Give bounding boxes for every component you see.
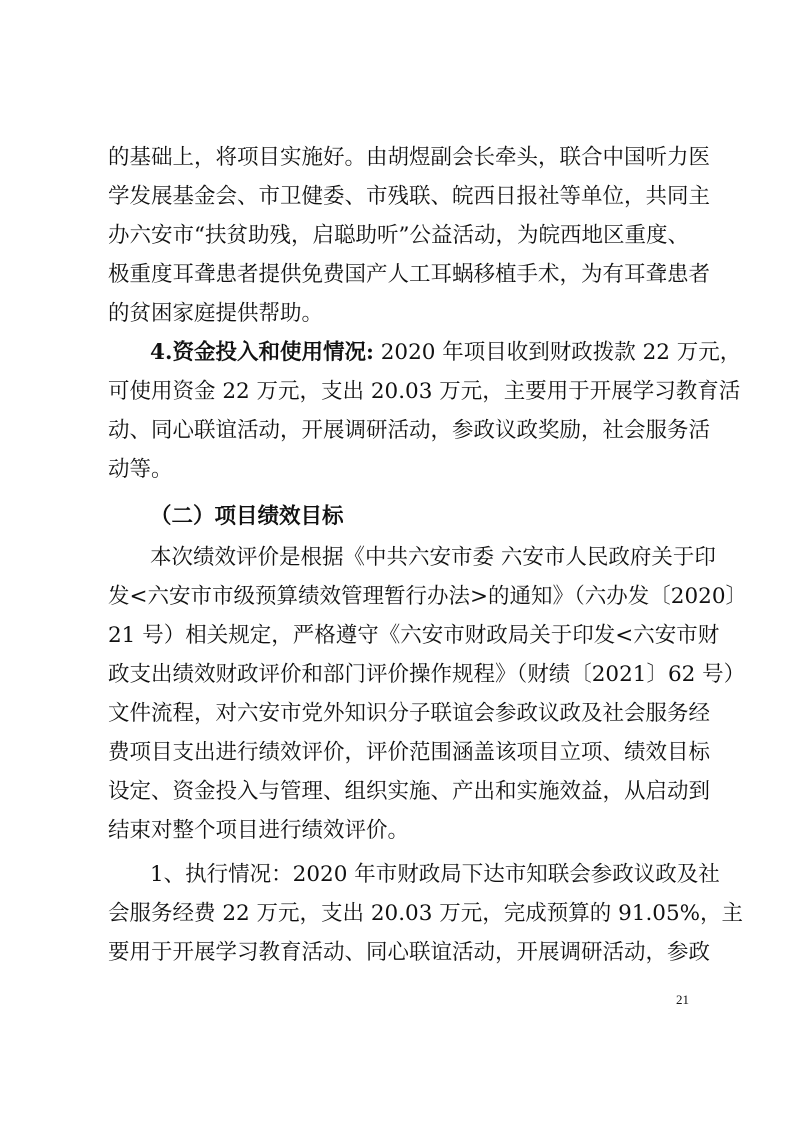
funding-paragraph-line-3: 动、同心联谊活动，开展调研活动，参政议政奖励，社会服务活 [108,418,711,443]
page-number: 21 [676,992,689,1007]
paragraph-1-line-2: 学发展基金会、市卫健委、市残联、皖西日报社等单位，共同主 [108,184,711,209]
evaluation-paragraph-line-7: 设定、资金投入与管理、组织实施、产出和实施效益，从启动到 [108,779,711,804]
evaluation-paragraph-line-8: 结束对整个项目进行绩效评价。 [108,818,410,843]
funding-paragraph-line-2: 可使用资金 22 万元，支出 20.03 万元，主要用于开展学习教育活 [108,379,741,404]
paragraph-1-line-1: 的基础上，将项目实施好。由胡煜副会长牵头，联合中国听力医 [108,145,711,170]
section-heading-performance-goals: （二）项目绩效目标 [150,504,344,529]
evaluation-paragraph-line-4: 政支出绩效财政评价和部门评价操作规程》（财绩〔2021〕62 号） [108,662,746,687]
evaluation-paragraph-line-5: 文件流程，对六安市党外知识分子联谊会参政议政及社会服务经 [108,701,711,726]
paragraph-1-line-4: 极重度耳聋患者提供免费国产人工耳蜗移植手术，为有耳聋患者 [108,262,711,287]
execution-paragraph-line-3: 要用于开展学习教育活动、同心联谊活动，开展调研活动，参政 [108,940,711,965]
evaluation-paragraph-line-1: 本次绩效评价是根据《中共六安市委 六安市人民政府关于印 [150,545,716,570]
paragraph-1-line-3: 办六安市“扶贫助残，启聪助听”公益活动，为皖西地区重度、 [108,223,689,248]
funding-paragraph-line-1-text: 2020 年项目收到财政拨款 22 万元， [373,340,742,365]
execution-paragraph-line-1: 1、执行情况：2020 年市财政局下达市知联会参政议政及社 [150,862,720,887]
evaluation-paragraph-line-2: 发<六安市市级预算绩效管理暂行办法>的通知》（六办发〔2020〕 [108,584,747,609]
funding-paragraph-line-1 [150,334,742,372]
evaluation-paragraph-line-6: 费项目支出进行绩效评价，评价范围涵盖该项目立项、绩效目标 [108,740,711,765]
evaluation-paragraph-line-3: 21 号）相关规定，严格遵守《六安市财政局关于印发<六安市财 [108,623,720,648]
funding-section-lead: 4.资金投入和使用情况: [150,340,374,365]
funding-paragraph-line-4: 动等。 [108,457,173,482]
paragraph-1-line-5: 的贫困家庭提供帮助。 [108,301,324,326]
execution-paragraph-line-2: 会服务经费 22 万元，支出 20.03 万元，完成预算的 91.05%，主 [108,901,744,926]
